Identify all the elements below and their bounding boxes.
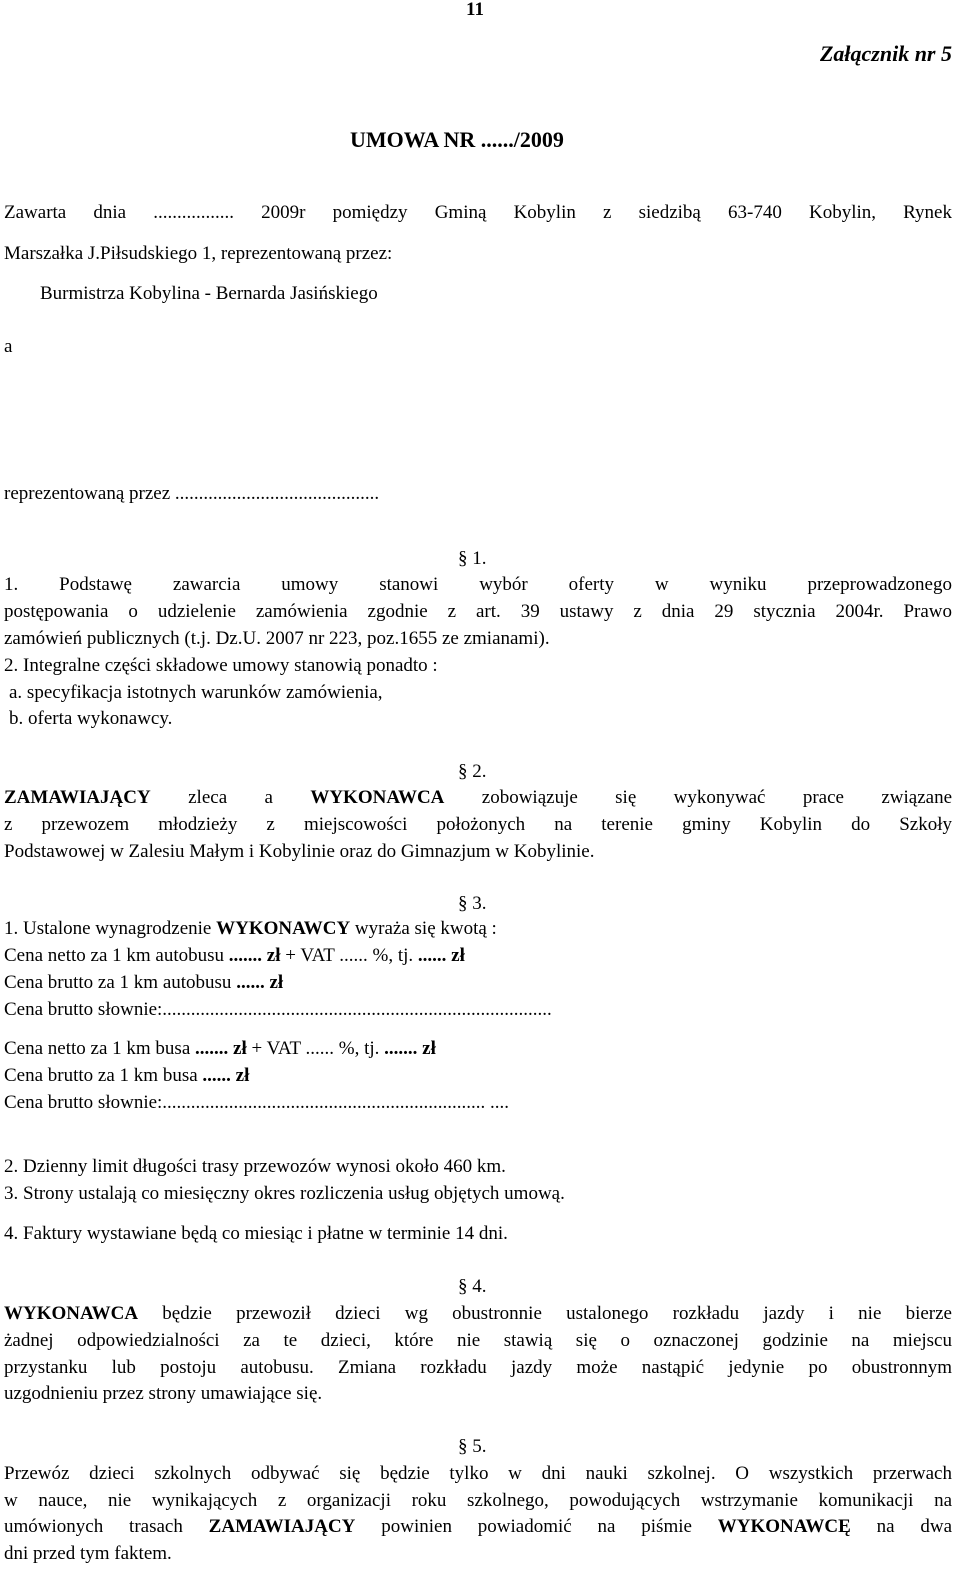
minibus-netto-line: [4, 1035, 436, 1062]
section-5-line-4: dni przed tym faktem.: [4, 1543, 172, 1564]
minibus-brutto-line: [4, 1062, 249, 1089]
bus-slownie-line: Cena brutto słownie:..................................................................................: [4, 999, 552, 1020]
section-1-item-a: a. specyfikacja istotnych warunków zamówienia,: [9, 682, 383, 703]
section-3-p4: 4. Faktury wystawiane będą co miesiąc i płatne w terminie 14 dni.: [4, 1223, 508, 1244]
section-5-line-3-pre: umówionych trasach: [4, 1516, 209, 1537]
bus-brutto-label: Cena brutto za 1 km autobusu: [4, 972, 237, 993]
page-number: 11: [466, 0, 484, 20]
minibus-netto-vat: + VAT ...... %, tj.: [246, 1038, 385, 1059]
section-4-line-4: uzgodnieniu przez strony umawiające się.: [4, 1383, 323, 1404]
section-3-p2: 2. Dzienny limit długości trasy przewozów wynosi około 460 km.: [4, 1156, 506, 1177]
party-wykonawca: WYKONAWCA: [310, 787, 445, 808]
section-4-line-3: przystanku lub postoju autobusu. Zmiana rozkładu jazdy może nastąpić jedynie po obustronnym: [4, 1357, 952, 1378]
bus-netto-line: [4, 942, 465, 969]
section-2-line-1: [4, 784, 952, 811]
section-2-line-1-mid: zleca a: [150, 787, 311, 808]
section-1-item-b: b. oferta wykonawcy.: [9, 708, 173, 729]
party-wykonawce-s5: WYKONAWCĘ: [717, 1516, 851, 1537]
section-1-p2: 2. Integralne części składowe umowy stanowią ponadto :: [4, 655, 438, 676]
section-3-p1: [4, 915, 497, 942]
minibus-slownie-line: Cena brutto słownie:.................................................................... ....: [4, 1092, 510, 1113]
bus-brutto-line: [4, 969, 283, 996]
section-3-p1-post: wyraża się kwotą :: [350, 918, 497, 939]
section-1-heading: § 1.: [458, 548, 487, 569]
party-zamawiajacy-s5: ZAMAWIAJĄCY: [208, 1516, 356, 1537]
bus-brutto-amount: ...... zł: [236, 972, 284, 993]
section-1-p1-line-3: zamówień publicznych (t.j. Dz.U. 2007 nr 223, poz.1655 ze zmianami).: [4, 628, 550, 649]
section-2-line-1-rest: zobowiązuje się wykonywać prace związane: [444, 787, 953, 808]
section-1-p1-line-1: 1. Podstawę zawarcia umowy stanowi wybór oferty w wyniku przeprowadzonego: [4, 574, 952, 595]
minibus-brutto-label: Cena brutto za 1 km busa: [4, 1065, 203, 1086]
party-zamawiajacy: ZAMAWIAJĄCY: [4, 787, 151, 808]
intro-line-1: Zawarta dnia ................. 2009r pomiędzy Gminą Kobylin z siedzibą 63-740 Kobylin, Rynek: [4, 202, 952, 223]
section-3-heading: § 3.: [458, 893, 487, 914]
contract-title: UMOWA NR ....../2009: [350, 127, 564, 152]
minibus-netto-amount: ....... zł: [195, 1038, 247, 1059]
party-wykonawcy: WYKONAWCY: [216, 918, 351, 939]
section-4-line-1: [4, 1300, 952, 1327]
intro-line-3: Burmistrza Kobylina - Bernarda Jasińskiego: [40, 283, 378, 304]
party-wykonawca-s4: WYKONAWCA: [4, 1303, 139, 1324]
section-3-p1-pre: 1. Ustalone wynagrodzenie: [4, 918, 217, 939]
section-5-line-1: Przewóz dzieci szkolnych odbywać się będzie tylko w dni nauki szkolnej. O wszystkich przerwach: [4, 1463, 952, 1484]
minibus-netto-total: ....... zł: [384, 1038, 436, 1059]
section-2-heading: § 2.: [458, 761, 487, 782]
section-1-p1-line-2: postępowania o udzielenie zamówienia zgodnie z art. 39 ustawy z dnia 29 stycznia 2004r. Prawo: [4, 601, 952, 622]
section-2-line-2: z przewozem młodzieży z miejscowości położonych na terenie gminy Kobylin do Szkoły: [4, 814, 952, 835]
section-5-line-3-mid: powinien powiadomić na piśmie: [355, 1516, 718, 1537]
section-2-line-3: Podstawowej w Zalesiu Małym i Kobylinie oraz do Gimnazjum w Kobylinie.: [4, 841, 595, 862]
intro-line-2: Marszałka J.Piłsudskiego 1, reprezentowaną przez:: [4, 243, 393, 264]
bus-netto-label: Cena netto za 1 km autobusu: [4, 945, 229, 966]
minibus-brutto-amount: ...... zł: [202, 1065, 250, 1086]
intro-represented: reprezentowaną przez ...........................................: [4, 483, 380, 504]
intro-and: a: [4, 336, 13, 357]
section-4-line-1-rest: będzie przewoził dzieci wg obustronnie ustalonego rozkładu jazdy i nie bierze: [138, 1303, 952, 1324]
section-4-heading: § 4.: [458, 1276, 487, 1297]
section-5-line-3-post: na dwa: [850, 1516, 953, 1537]
section-5-line-3: [4, 1513, 952, 1540]
minibus-netto-label: Cena netto za 1 km busa: [4, 1038, 196, 1059]
section-5-heading: § 5.: [458, 1436, 487, 1457]
bus-netto-vat: + VAT ...... %, tj.: [280, 945, 418, 966]
section-3-p3: 3. Strony ustalają co miesięczny okres rozliczenia usług objętych umową.: [4, 1183, 565, 1204]
bus-netto-amount: ....... zł: [228, 945, 281, 966]
section-5-line-2: w nauce, nie wynikających z organizacji roku szkolnego, powodujących wstrzymanie komunikacji na: [4, 1490, 952, 1511]
bus-netto-total: ...... zł: [417, 945, 465, 966]
attachment-label: Załącznik nr 5: [819, 41, 952, 66]
section-4-line-2: żadnej odpowiedzialności za te dzieci, które nie stawią się o oznaczonej godzinie na miejscu: [4, 1330, 952, 1351]
